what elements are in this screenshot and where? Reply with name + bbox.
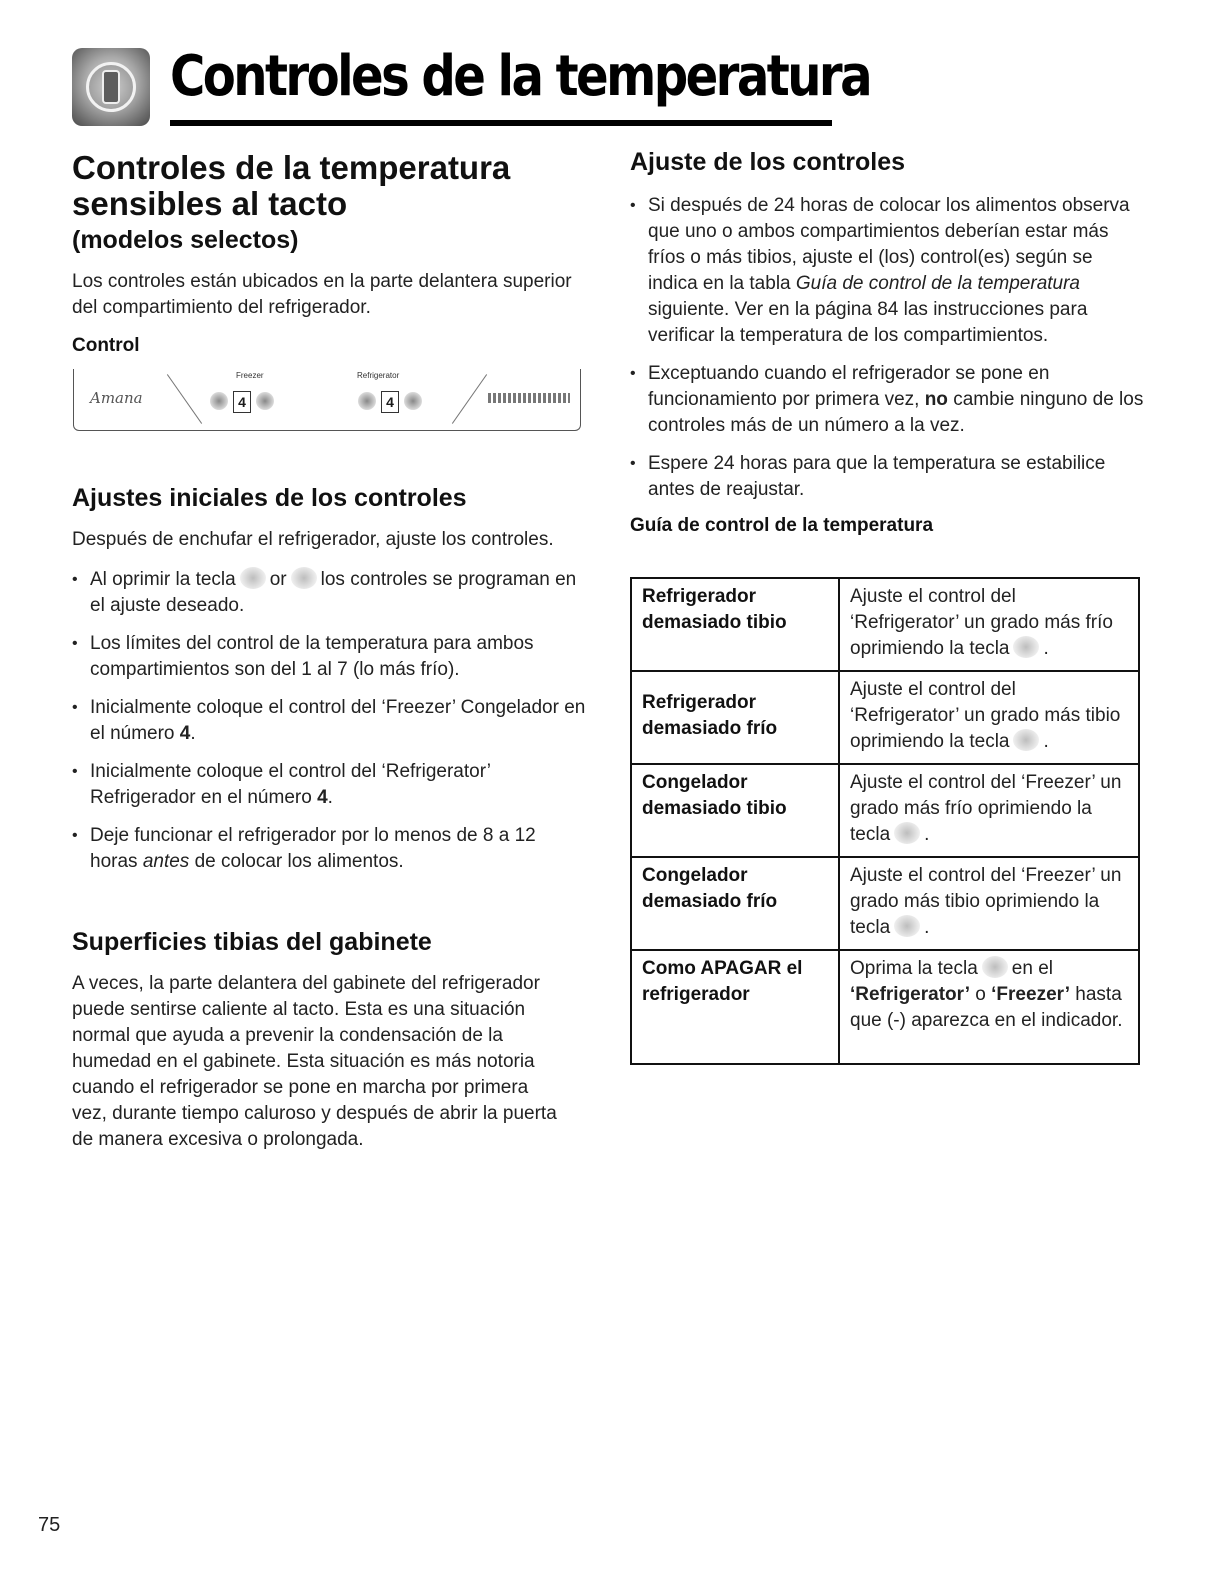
brand-logo: Amana	[90, 389, 143, 407]
list-item: • Exceptuando cuando el refrigerador se pone en funcionamiento por primera vez, no cambie ninguno de los controles más de un número a la vez.	[630, 361, 1145, 439]
section-warm-cabinet	[72, 928, 562, 1153]
section-title: Ajuste de los controles	[630, 148, 906, 176]
control-panel-illustration	[73, 369, 581, 431]
warmer-key-icon	[358, 392, 376, 410]
refrigerator-label: Refrigerator	[357, 371, 400, 380]
warmer-key-icon	[210, 392, 228, 410]
condition-cell: Como APAGAR el refrigerador	[631, 950, 839, 1064]
colder-key-icon	[894, 822, 920, 844]
section-body: A veces, la parte delantera del gabinete del refrigerador puede sentirse caliente al tacto. Esta es una situación normal que ayuda a prevenir la condensación de la humedad en el gabinete. Esta situación es más notoria cuando el refrigerador se pone en marcha por primera vez, durante tiempo caluroso y después de abrir la puerta de manera excesiva o prolongada.	[72, 973, 557, 1150]
table-row	[631, 764, 1139, 857]
section-title-line2: sensibles al tacto	[72, 185, 348, 222]
table-row	[631, 671, 1139, 764]
list-item: • Inicialmente coloque el control del ‘Freezer’ Congelador en el número 4.	[72, 695, 587, 747]
condition-cell: Refrigerador demasiado frío	[631, 671, 839, 764]
table-title: Guía de control de la temperatura	[630, 515, 934, 536]
condition-cell: Refrigerador demasiado tibio	[631, 578, 839, 671]
action-cell: Oprima la tecla en el ‘Refrigerator’ o ‘Freezer’ hasta que (-) aparezca en el indicador.	[839, 950, 1139, 1064]
table-row	[631, 950, 1139, 1064]
list-item: • Si después de 24 horas de colocar los alimentos observa que uno o ambos compartimientos deberían estar más fríos o más tibios, ajuste el (los) control(es) según se indica en la tabla Guía de control de la temperatura siguiente. Ver en la página 84 las instrucciones para verificar la temperatura de los compartimientos.	[630, 193, 1145, 349]
warmer-key-icon	[240, 567, 266, 589]
freezer-label: Freezer	[236, 371, 264, 380]
action-cell: Ajuste el control del ‘Freezer’ un grado más frío oprimiendo la tecla .	[839, 764, 1139, 857]
warmer-key-icon	[894, 915, 920, 937]
section-body: Los controles están ubicados en la parte delantera superior del compartimiento del refrigerador.	[72, 271, 572, 318]
panel-indicator-strip	[488, 393, 570, 403]
page-number: 75	[38, 1514, 61, 1536]
bullet-list	[630, 193, 1145, 503]
list-item: • Inicialmente coloque el control del ‘Refrigerator’ Refrigerador en el número 4.	[72, 759, 587, 811]
bullet-list	[72, 567, 587, 875]
table-row	[631, 857, 1139, 950]
page-header	[72, 42, 871, 132]
refrigerator-display: 4	[381, 391, 399, 413]
section-touch-controls	[72, 150, 592, 357]
freezer-display: 4	[233, 391, 251, 413]
section-title: Superficies tibias del gabinete	[72, 928, 432, 956]
warmer-key-icon	[1013, 729, 1039, 751]
table-row	[631, 578, 1139, 671]
action-cell: Ajuste el control del ‘Freezer’ un grado más tibio oprimiendo la tecla .	[839, 857, 1139, 950]
colder-key-icon	[291, 567, 317, 589]
warmer-key-icon	[982, 956, 1008, 978]
temperature-dial-icon	[72, 48, 150, 126]
title-underline	[170, 120, 832, 126]
section-title-line1: Controles de la temperatura	[72, 149, 511, 186]
page-title: Controles de la temperatura	[170, 44, 871, 109]
action-cell: Ajuste el control del ‘Refrigerator’ un grado más tibio oprimiendo la tecla .	[839, 671, 1139, 764]
section-intro: Después de enchufar el refrigerador, ajuste los controles.	[72, 529, 554, 550]
section-initial-settings	[72, 484, 587, 887]
list-item: • Deje funcionar el refrigerador por lo menos de 8 a 12 horas antes de colocar los alimentos.	[72, 823, 587, 875]
colder-key-icon	[1013, 636, 1039, 658]
condition-cell: Congelador demasiado frío	[631, 857, 839, 950]
action-cell: Ajuste el control del ‘Refrigerator’ un grado más frío oprimiendo la tecla .	[839, 578, 1139, 671]
section-subtitle: (modelos selectos)	[72, 226, 299, 254]
list-item: • Espere 24 horas para que la temperatura se estabilice antes de reajustar.	[630, 451, 1145, 503]
list-item: • Los límites del control de la temperatura para ambos compartimientos son del 1 al 7 (lo más frío).	[72, 631, 587, 683]
section-title: Ajustes iniciales de los controles	[72, 484, 467, 512]
colder-key-icon	[404, 392, 422, 410]
condition-cell: Congelador demasiado tibio	[631, 764, 839, 857]
temperature-guide-table	[630, 577, 1140, 1065]
section-adjust-controls	[630, 148, 1145, 537]
control-label: Control	[72, 335, 140, 356]
list-item: • Al oprimir la tecla or los controles se programan en el ajuste deseado.	[72, 567, 587, 619]
colder-key-icon	[256, 392, 274, 410]
